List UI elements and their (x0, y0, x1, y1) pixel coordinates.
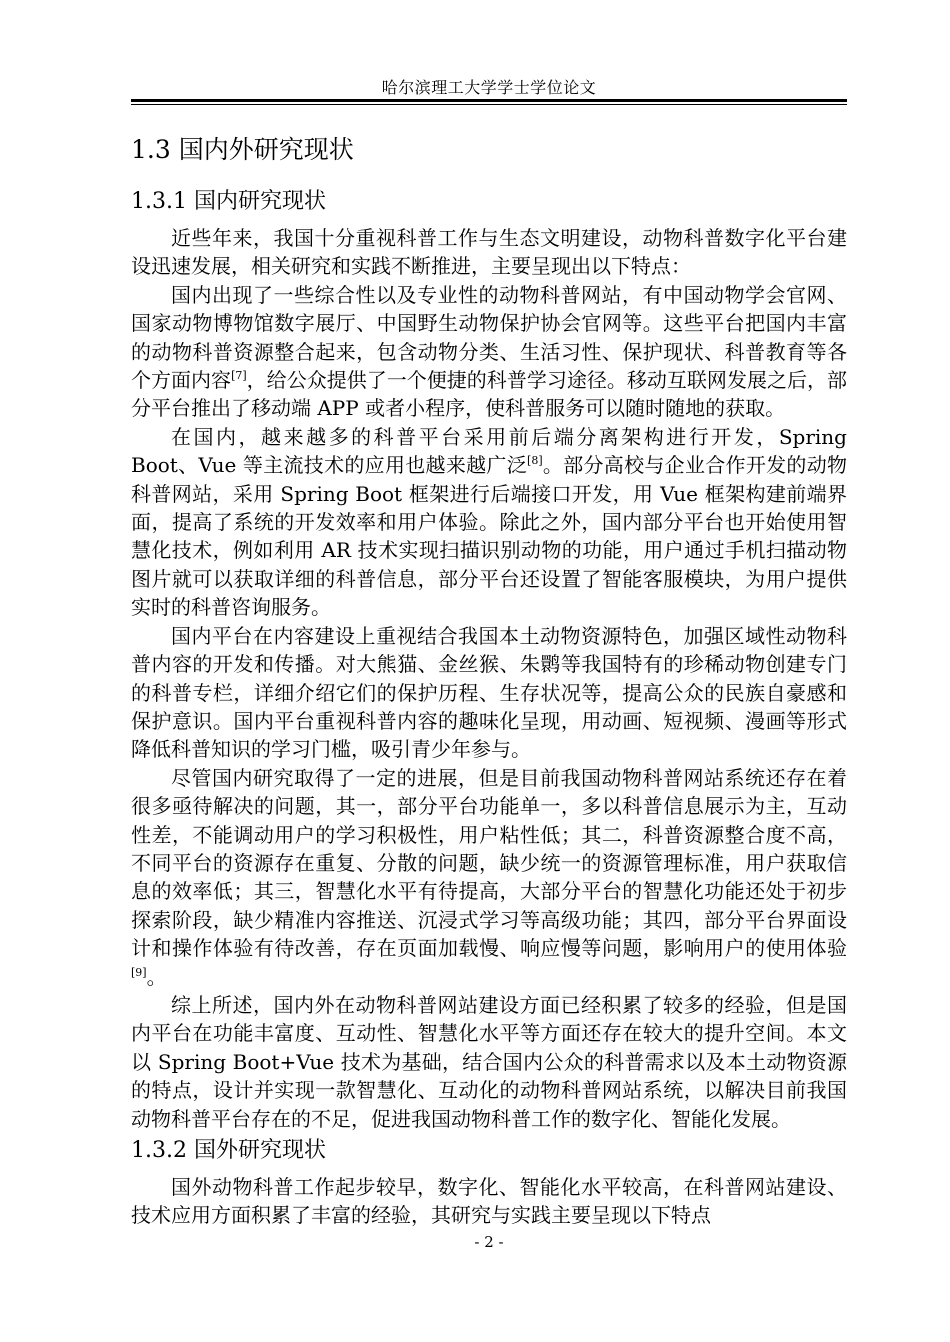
citation-ref: [8] (527, 454, 543, 468)
page-body (131, 128, 847, 1230)
paragraph-text: 。部分高校与企业合作开发的动物科普网站，采用 Spring Boot 框架进行后端接口开发，用 Vue 框架构建前端界面，提高了系统的开发效率和用户体验。除此之外，国内部分平台也开始使用智慧化技术，例如利用 AR 技术实现扫描识别动物的功能，用户通过手机扫描动物图片就可以获取详细的科普信息，部分平台还设置了智能客服模块，为用户提供实时的科普咨询服务。 (131, 453, 848, 620)
paragraph-text: 国内出现了一些综合性以及专业性的动物科普网站，有中国动物学会官网、国家动物博物馆数字展厅、中国野生动物保护协会官网等。这些平台把国内丰富的动物科普资源整合起来，包含动物分类、生活习性、保护现状、科普教育等各个方面内容 (131, 282, 847, 393)
running-header: 哈尔滨理工大学学士学位论文 (381, 78, 597, 97)
paragraph-technology (131, 423, 847, 622)
paragraph-summary: 综上所述，国内外在动物科普网站建设方面已经积累了较多的经验，但是国内平台在功能丰富度、互动性、智慧化水平等方面还存在较大的提升空间。本文以 Spring Boot+Vue 技术为基础，结合国内公众的科普需求以及本土动物资源的特点，设计并实现一款智慧化、互动化的动物科普网站系统，以解决目前我国动物科普平台存在的不足，促进我国动物科普工作的数字化、智能化发展。 (131, 992, 847, 1131)
page-number: - 2 - (474, 1233, 504, 1251)
paragraph-intro: 近些年来，我国十分重视科普工作与生态文明建设，动物科普数字化平台建设迅速发展，相关研究和实践不断推进，主要呈现出以下特点： (131, 226, 847, 279)
paragraph-content: 国内平台在内容建设上重视结合我国本土动物资源特色，加强区域性动物科普内容的开发和传播。对大熊猫、金丝猴、朱鹮等我国特有的珍稀动物创建专门的科普专栏，详细介绍它们的保护历程、生存状况等，提高公众的民族自豪感和保护意识。国内平台重视科普内容的趣味化呈现，用动画、短视频、漫画等形式降低科普知识的学习门槛，吸引青少年参与。 (131, 623, 847, 762)
paragraph-text: 。 (146, 964, 167, 989)
header-rule-thick (131, 99, 847, 102)
paragraph-text: 尽管国内研究取得了一定的进展，但是目前我国动物科普网站系统还存在着很多亟待解决的问题，其一，部分平台功能单一，多以科普信息展示为主，互动性差，不能调动用户的学习积极性，用户粘性低；其二，科普资源整合度不高，不同平台的资源存在重复、分散的问题，缺少统一的资源管理标准，用户获取信息的效率低；其三，智慧化水平有待提高，大部分平台的智慧化功能还处于初步探索阶段，缺少精准内容推送、沉浸式学习等高级功能；其四，部分平台界面设计和操作体验有待改善，存在页面加载慢、响应慢等问题，影响用户的使用体验 (131, 765, 847, 961)
paragraph-websites (131, 281, 847, 423)
citation-ref: [9] (131, 965, 147, 979)
citation-ref: [7] (231, 369, 247, 383)
section-heading: 1.3 国内外研究现状 (131, 135, 354, 164)
paragraph-foreign-intro: 国外动物科普工作起步较早，数字化、智能化水平较高，在科普网站建设、技术应用方面积累了丰富的经验，其研究与实践主要呈现以下特点 (131, 1175, 847, 1228)
subsection-heading-foreign: 1.3.2 国外研究现状 (131, 1138, 326, 1163)
subsection-heading-domestic: 1.3.1 国内研究现状 (131, 189, 326, 214)
paragraph-text: ，给公众提供了一个便捷的科普学习途径。移动互联网发展之后，部分平台推出了移动端 APP 或者小程序，使科普服务可以随时随地的获取。 (131, 368, 848, 421)
header-rule-thin (131, 104, 847, 105)
paragraph-text: 在国内，越来越多的科普平台采用前后端分离架构进行开发，Spring Boot、Vue 等主流技术的应用也越来越广泛 (131, 424, 847, 478)
paragraph-problems (131, 764, 847, 991)
